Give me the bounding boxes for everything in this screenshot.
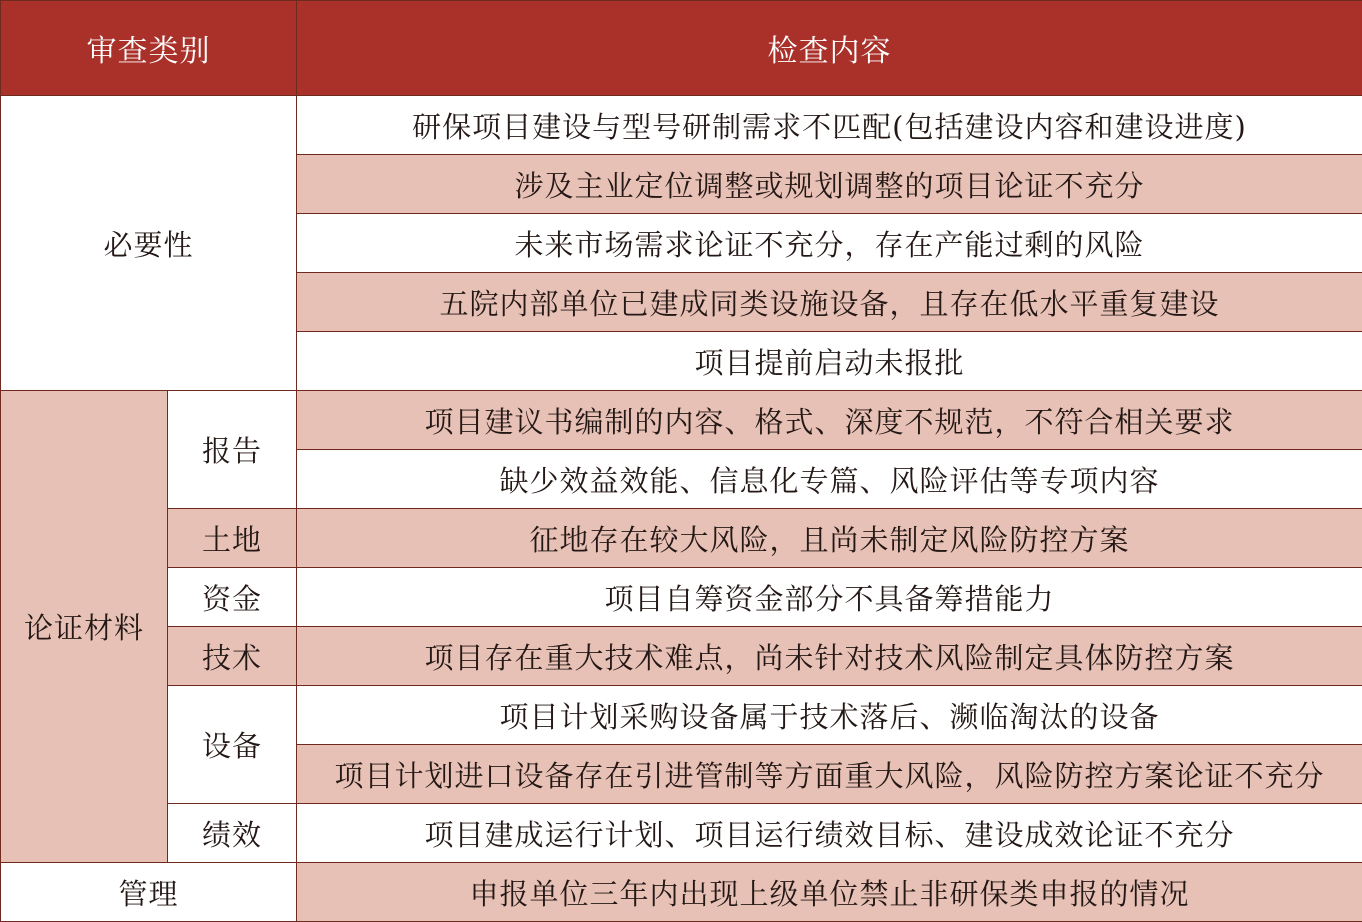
check-item: 项目提前启动未报批 (297, 332, 1362, 391)
header-content: 检查内容 (297, 1, 1362, 96)
check-item: 项目计划进口设备存在引进管制等方面重大风险，风险防控方案论证不充分 (297, 745, 1362, 804)
category-necessity: 必要性 (1, 96, 297, 391)
check-item: 五院内部单位已建成同类设施设备，且存在低水平重复建设 (297, 273, 1362, 332)
table-row (1, 96, 1362, 155)
table-row (1, 686, 1362, 745)
header-category: 审查类别 (1, 1, 297, 96)
category-materials: 论证材料 (1, 391, 168, 863)
table-row (1, 391, 1362, 450)
check-item: 项目存在重大技术难点，尚未针对技术风险制定具体防控方案 (297, 627, 1362, 686)
table-row (1, 863, 1362, 922)
check-item: 征地存在较大风险，且尚未制定风险防控方案 (297, 509, 1362, 568)
check-item: 项目自筹资金部分不具备筹措能力 (297, 568, 1362, 627)
check-item: 项目建议书编制的内容、格式、深度不规范，不符合相关要求 (297, 391, 1362, 450)
check-item: 未来市场需求论证不充分，存在产能过剩的风险 (297, 214, 1362, 273)
check-item: 项目建成运行计划、项目运行绩效目标、建设成效论证不充分 (297, 804, 1362, 863)
table-row (1, 804, 1362, 863)
table-header-row (1, 1, 1362, 96)
table-row (1, 568, 1362, 627)
check-item: 缺少效益效能、信息化专篇、风险评估等专项内容 (297, 450, 1362, 509)
subcategory-performance: 绩效 (168, 804, 297, 863)
table-row (1, 509, 1362, 568)
check-item: 研保项目建设与型号研制需求不匹配(包括建设内容和建设进度) (297, 96, 1362, 155)
subcategory-equipment: 设备 (168, 686, 297, 804)
subcategory-report: 报告 (168, 391, 297, 509)
check-item: 项目计划采购设备属于技术落后、濒临淘汰的设备 (297, 686, 1362, 745)
subcategory-tech: 技术 (168, 627, 297, 686)
category-management: 管理 (1, 863, 297, 922)
check-item: 涉及主业定位调整或规划调整的项目论证不充分 (297, 155, 1362, 214)
subcategory-land: 土地 (168, 509, 297, 568)
subcategory-funds: 资金 (168, 568, 297, 627)
check-item: 申报单位三年内出现上级单位禁止非研保类申报的情况 (297, 863, 1362, 922)
table-row (1, 627, 1362, 686)
